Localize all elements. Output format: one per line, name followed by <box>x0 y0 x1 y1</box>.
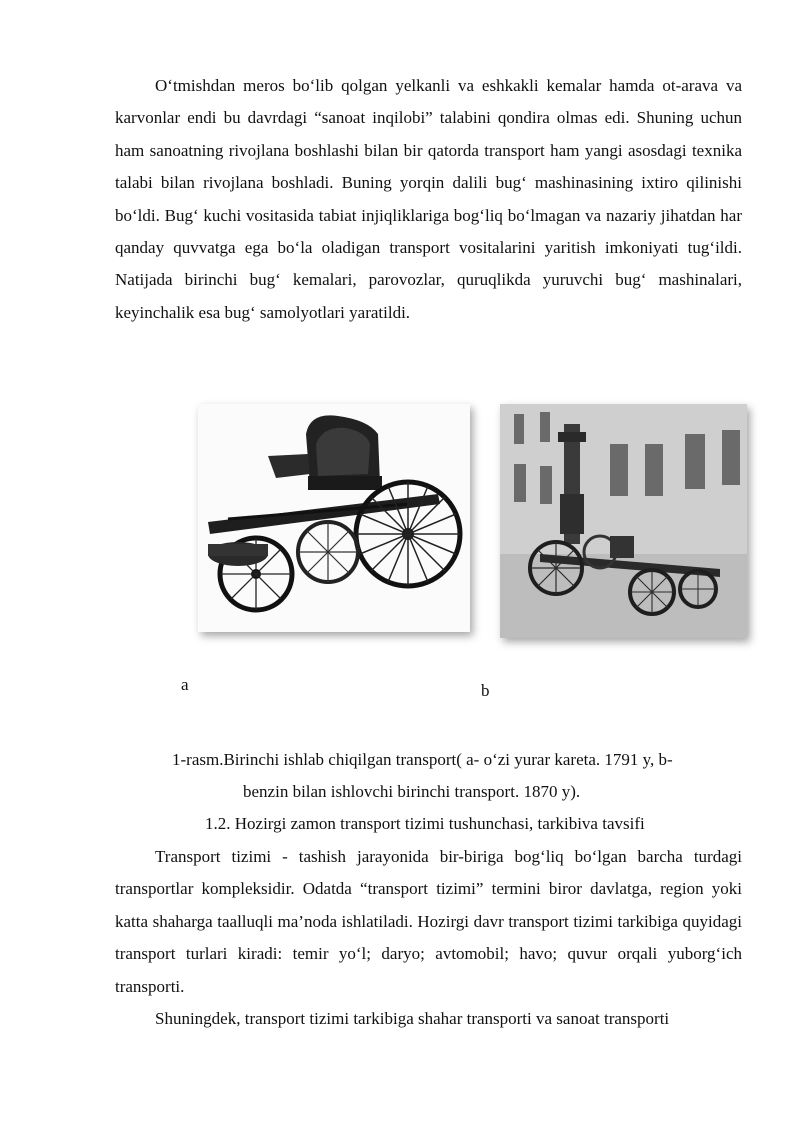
definition-paragraph: Transport tizimi - tashish jarayonida bir-biriga bog‘liq bo‘lgan barcha turdagi transportlar kompleksidir. Odatda “transport tizimi” termini biror davlatga, region yoki katta shaharga taalluqli ma’noda ishlatiladi. Hozirgi davr transport tizimi tarkibiga quyidagi transport turlari kiradi: temir yo‘l; daryo; avtomobil; havo; quvur orqali yuborg‘ich transporti. <box>115 847 742 996</box>
petrol-vehicle-photo <box>500 404 747 638</box>
intro-paragraph: O‘tmishdan meros bo‘lib qolgan yelkanli va eshkakli kemalar hamda ot-arava va karvonlar endi bu davrdagi “sanoat inqilobi” talabini qondira olmas edi. Shuning uchun ham sanoatning rivojlana boshlashi bilan bir qatorda transport ham yangi asosdagi texnika talabi bilan rivojlana boshladi. Buning yorqin dalili bug‘ mashinasining ixtiro qilinishi bo‘ldi. Bug‘ kuchi vositasida tabiat injiqliklariga bog‘liq bo‘lmagan va nazariy jihatdan har qanday quvvatga ega bo‘la oladigan transport vositalarini yaritish imkoniyati tug‘ildi. Natijada birinchi bug‘ kemalari, parovozlar, quruqlikda yuruvchi bug‘ mashinalari, keyinchalik esa bug‘ samolyotlari yaratildi. <box>115 76 742 322</box>
steam-carriage-drawing <box>198 404 470 632</box>
petrol-vehicle-drawing <box>500 404 747 638</box>
continuation-paragraph: Shuningdek, transport tizimi tarkibiga shahar transporti va sanoat transporti <box>155 1009 670 1028</box>
section-heading: 1.2. Hozirgi zamon transport tizimi tushunchasi, tarkibiva tavsifi <box>205 814 645 833</box>
figure-label-a: a <box>181 675 189 694</box>
figure-caption-line-1: 1-rasm.Birinchi ishlab chiqilgan transport( a- o‘zi yurar kareta. 1791 y, b- <box>172 750 673 769</box>
figure-label-b: b <box>481 681 490 700</box>
steam-carriage-photo <box>198 404 470 632</box>
figure-caption-line-2: benzin bilan ishlovchi birinchi transport. 1870 y). <box>243 782 581 801</box>
